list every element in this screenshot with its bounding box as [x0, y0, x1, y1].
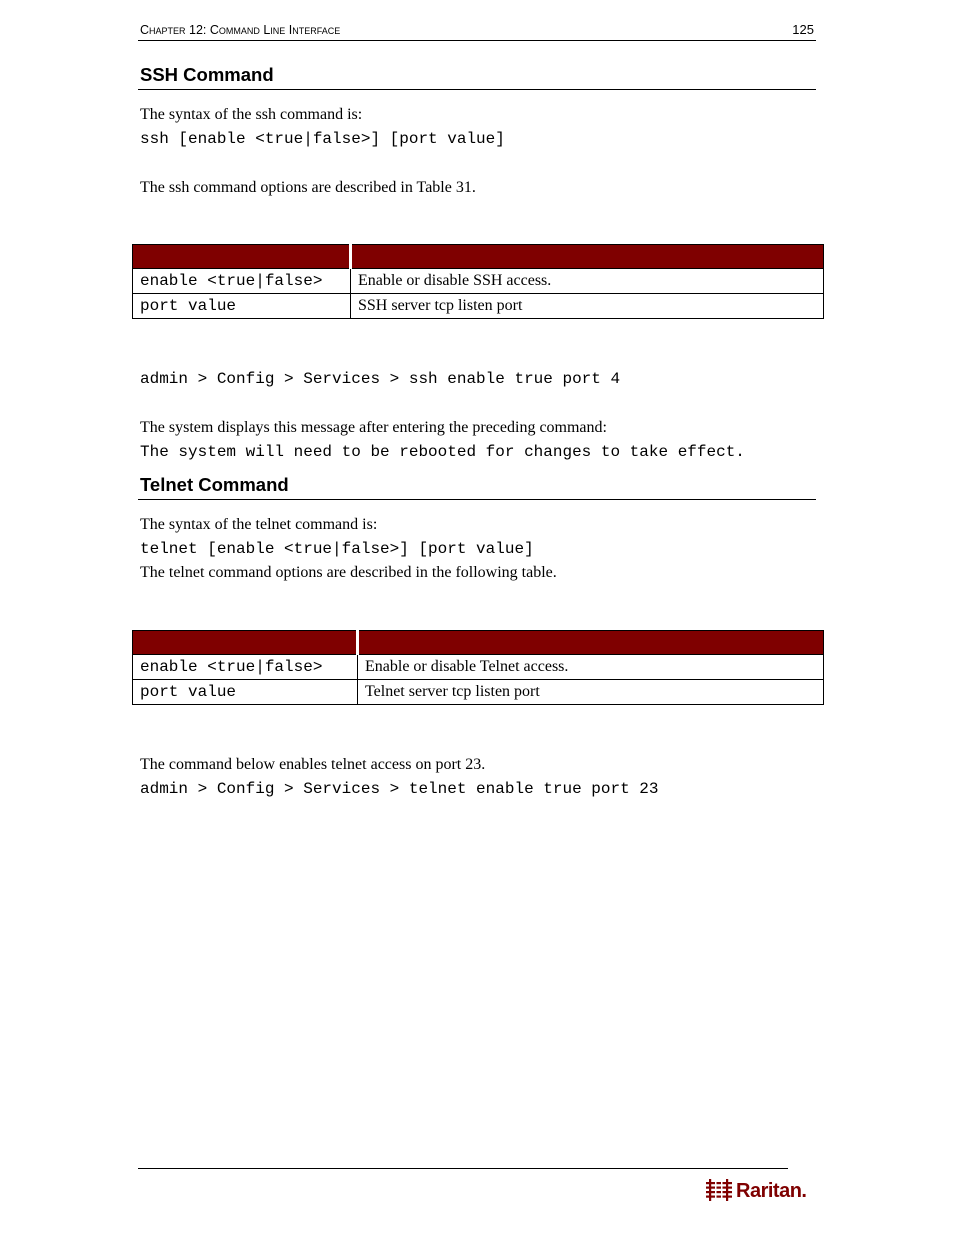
- footer-rule: [138, 1168, 788, 1169]
- option-description: SSH server tcp listen port: [351, 294, 824, 319]
- table-header-cell: [351, 245, 824, 269]
- table-header-row: [133, 631, 824, 655]
- raritan-logo: [706, 1178, 814, 1204]
- ssh-message-intro: The system displays this message after entering the preceding command:: [140, 419, 607, 436]
- option-description: Telnet server tcp listen port: [358, 680, 824, 705]
- running-header: Chapter 12: Command Line Interface: [140, 23, 341, 37]
- table-header-row: [133, 245, 824, 269]
- option-description: Enable or disable SSH access.: [351, 269, 824, 294]
- option-name: enable <true|false>: [133, 269, 351, 294]
- table-header-cell: [358, 631, 824, 655]
- table-row: [133, 269, 824, 294]
- telnet-syntax: telnet [enable <true|false>] [port value]: [140, 540, 534, 558]
- table-row: [133, 680, 824, 705]
- option-description: Enable or disable Telnet access.: [358, 655, 824, 680]
- table-header-cell: [133, 631, 358, 655]
- telnet-example-intro: The command below enables telnet access on port 23.: [140, 756, 486, 773]
- ssh-heading: SSH Command: [140, 64, 274, 85]
- telnet-heading-rule: [138, 499, 816, 500]
- ssh-reboot-message: The system will need to be rebooted for changes to take effect.: [140, 443, 745, 461]
- ssh-heading-rule: [138, 89, 816, 90]
- table-header-cell: [133, 245, 351, 269]
- page-number: 125: [792, 22, 814, 37]
- header-rule: [138, 40, 816, 41]
- raritan-logo-text: Raritan.: [736, 1180, 807, 1202]
- table-row: [133, 294, 824, 319]
- option-name: port value: [133, 680, 358, 705]
- telnet-options-intro: The telnet command options are described in the following table.: [140, 564, 557, 581]
- raritan-logo-icon: [706, 1178, 734, 1204]
- ssh-example-command: admin > Config > Services > ssh enable true port 4: [140, 370, 621, 388]
- ssh-syntax-intro: The syntax of the ssh command is:: [140, 106, 363, 123]
- telnet-heading: Telnet Command: [140, 474, 289, 495]
- ssh-syntax: ssh [enable <true|false>] [port value]: [140, 130, 505, 148]
- ssh-options-table: [132, 244, 824, 319]
- ssh-options-intro: The ssh command options are described in Table 31.: [140, 179, 476, 196]
- telnet-example-command: admin > Config > Services > telnet enable true port 23: [140, 780, 659, 798]
- telnet-syntax-intro: The syntax of the telnet command is:: [140, 516, 378, 533]
- telnet-options-table: [132, 630, 824, 705]
- option-name: port value: [133, 294, 351, 319]
- table-row: [133, 655, 824, 680]
- option-name: enable <true|false>: [133, 655, 358, 680]
